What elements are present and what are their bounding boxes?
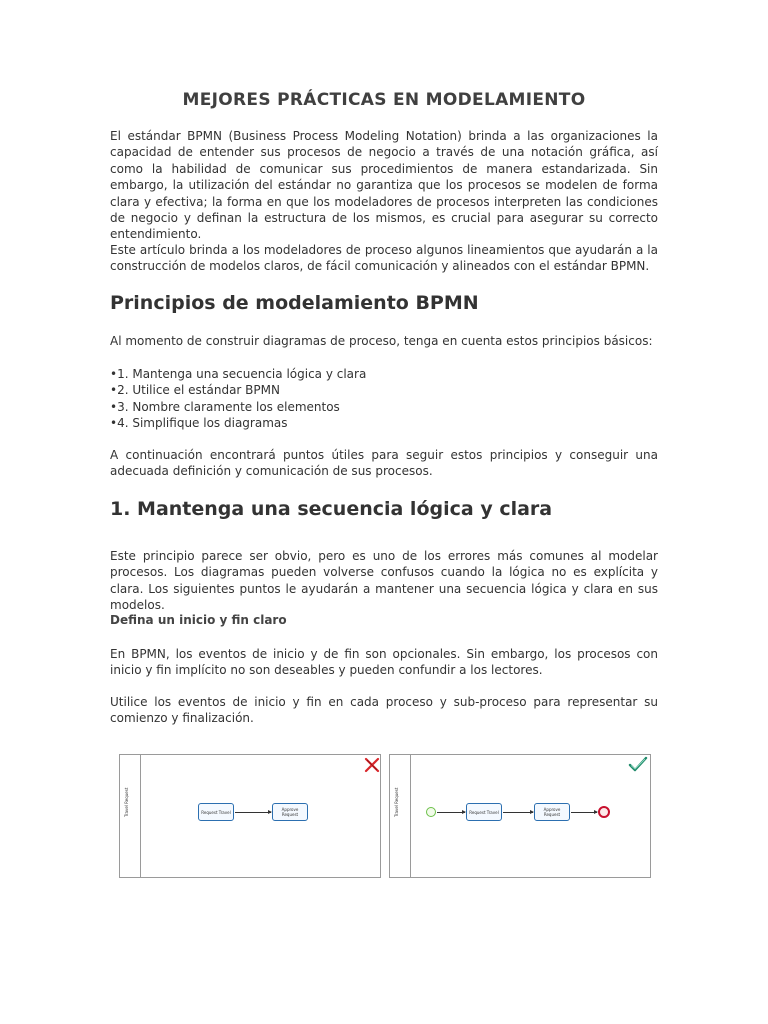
start-event-icon bbox=[426, 807, 436, 817]
intro-paragraph-2: Este artículo brinda a los modeladores de proceso algunos lineamientos que ayudarán a la construcción de modelos claros, de fácil comunicación y alineados con el estándar BPMN. bbox=[110, 243, 658, 274]
document-title: MEJORES PRÁCTICAS EN MODELAMIENTO bbox=[182, 90, 586, 110]
list-item: • 1. Mantenga una secuencia lógica y clara bbox=[110, 366, 658, 382]
correct-checkmark-icon bbox=[628, 756, 648, 772]
list-item: • 4. Simplifique los diagramas bbox=[110, 415, 658, 431]
subheading-start-end: Defina un inicio y fin claro bbox=[110, 613, 287, 627]
list-item: • 2. Utilice el estándar BPMN bbox=[110, 382, 658, 398]
sequence-flow-arrow bbox=[437, 812, 465, 813]
sequence-paragraph-1: Este principio parece ser obvio, pero es uno de los errores más comunes al modelar procesos. Los diagramas pueden volverse confusos cuando la lógica no es explícita y clara. Los siguientes puntos le ayudarán a mantener una secuencia lógica y clara en sus modelos. bbox=[110, 549, 658, 613]
intro-paragraph-1: El estándar BPMN (Business Process Modeling Notation) brinda a las organizaciones la capacidad de entender sus procesos de negocio a través de una notación gráfica, así como la habilidad de comunicar sus procedimientos de manera estandarizada. Sin embargo, la utilización del estándar no garantiza que los procesos se modelen de forma clara y efectiva; la forma en que los modeladores de procesos interpreten las condiciones de negocio y definan la estructura de los mismos, es crucial para asegurar su correcto entendimiento. bbox=[110, 129, 658, 242]
swimlane-label: Travel Request bbox=[394, 787, 399, 817]
swimlane-header bbox=[390, 755, 411, 877]
sequence-paragraph-2: En BPMN, los eventos de inicio y de fin son opcionales. Sin embargo, los procesos con inicio y fin implícito no son deseables y pueden confundir a los lectores. bbox=[110, 647, 658, 678]
principles-lead: Al momento de construir diagramas de proceso, tenga en cuenta estos principios básicos: bbox=[110, 334, 653, 348]
swimlane-label: Travel Request bbox=[124, 787, 129, 817]
task-request-travel: Request Travel bbox=[466, 803, 502, 821]
end-event-icon bbox=[598, 806, 610, 818]
section-heading-sequence: 1. Mantenga una secuencia lógica y clara bbox=[110, 498, 553, 520]
list-item: • 3. Nombre claramente los elementos bbox=[110, 399, 658, 415]
sequence-flow-arrow bbox=[235, 812, 271, 813]
task-approve-request: Approve Request bbox=[272, 803, 308, 821]
sequence-paragraph-3: Utilice los eventos de inicio y fin en cada proceso y sub-proceso para representar su comienzo y finalización. bbox=[110, 695, 658, 726]
bpmn-diagram-correct bbox=[389, 754, 651, 878]
sequence-flow-arrow bbox=[503, 812, 533, 813]
task-request-travel: Request Travel bbox=[198, 803, 234, 821]
principles-closing: A continuación encontrará puntos útiles para seguir estos principios y conseguir una adecuada definición y comunicación de sus procesos. bbox=[110, 448, 658, 479]
incorrect-x-icon bbox=[364, 757, 380, 773]
principles-list bbox=[110, 366, 658, 432]
sequence-flow-arrow bbox=[571, 812, 597, 813]
bpmn-diagram-incorrect bbox=[119, 754, 381, 878]
section-heading-principles: Principios de modelamiento BPMN bbox=[110, 292, 479, 314]
swimlane-header bbox=[120, 755, 141, 877]
task-approve-request: Approve Request bbox=[534, 803, 570, 821]
